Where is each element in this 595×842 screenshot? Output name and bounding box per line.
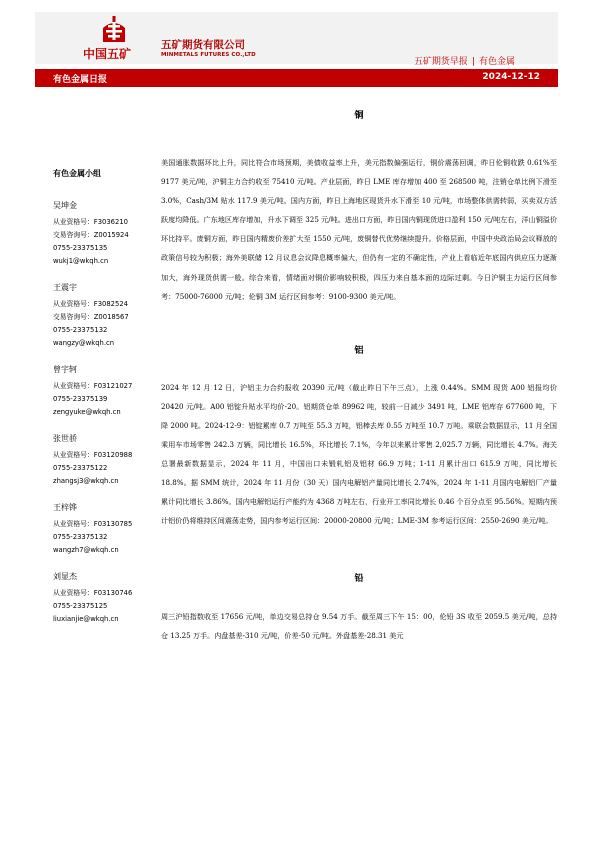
section-body-lead: 周三沪铅指数收至 17656 元/吨，单边交易总持仓 9.54 万手。截至周三下午 15：00，伦铅 3S 收至 2059.5 美元/吨，总持仓 13.25 万手。内盘基差-310 元/吨，价差-50 元/吨。外盘基差-28.31 美元 [161,611,557,640]
email-address: wangzh7@wkqh.cn [53,546,119,554]
analyst-name: 王震宇 [53,283,77,292]
company-name-en: MINMETALS FUTURES CO.,LTD [161,52,256,58]
title-bar [35,69,558,87]
analyst-card [53,282,158,350]
consulting-number: 交易咨询号：Z0018567 [53,313,129,321]
report-title: 有色金属日报 [53,75,108,85]
phone-number: 0755-23375122 [53,464,108,472]
analyst-card [53,364,158,419]
email-address: wangzy@wkqh.cn [53,339,115,347]
phone-number: 0755-23375125 [53,602,108,610]
analyst-card [53,200,158,268]
phone-number: 0755-23375135 [53,244,108,252]
qualification-number: 从业资格号：F3036210 [53,218,128,226]
qualification-number: 从业资格号：F03120988 [53,451,133,459]
section-title-lead: 铅 [354,573,364,584]
qualification-number: 从业资格号：F03121027 [53,382,133,390]
logo-text: 中国五矿 [83,47,132,61]
section-body-copper: 美国通胀数据环比上升，同比符合市场预期，美债收益率上升，美元指数偏强运行，铜价震荡回调，昨日伦铜收跌 0.61%至 9177 美元/吨，沪铜主力合约收至 75410 元/吨。产业层面，昨日 LME 库存增加 400 至 268500 吨，注销仓单比例下滑至 3.0%，Cash/3M 贴水 117.9 美元/吨。国内方面，昨日上海地区现货升水下滑至 10 元/吨，市场整体供需转弱，买卖双方活跃度均降低。广东地区库存增加，升水下调至 325 元/吨。进出口方面，昨日国内铜现货进口盈利 150 元/吨左右，洋山铜溢价环比持平。废铜方面，昨日国内精废价差扩大至 1550 元/吨，废铜替代优势继续提升。价格层面，中国中央政治局会议释放的政策信号较为积极；海外美联储 12 月议息会议降息概率偏大，但仍有一定的不确定性，产业上看临近年底国内供应压力逐渐加大，海外现货供需一般。综合来看，情绪面对铜价影响较积极，四压力来自基本面的边际过剩。今日沪铜主力运行区间参考：75000-76000 元/吨；伦铜 3M 运行区间参考：9100-9300 美元/吨。 [161,158,557,301]
page-header [35,12,558,67]
company-logo [75,12,161,68]
email-address: wukj1@wkqh.cn [53,257,109,265]
qualification-number: 从业资格号：F03130746 [53,589,133,597]
analyst-card [53,502,158,557]
email-address: liuxianjie@wkqh.cn [53,615,119,623]
analyst-name: 曾宇轲 [53,365,77,374]
analyst-name: 刘显杰 [53,572,77,581]
series-label: 五矿期货早报 [413,57,468,67]
report-series [414,54,515,67]
analyst-name: 张世骄 [53,434,77,443]
group-title: 有色金属小组 [53,169,101,178]
analyst-name: 吴坤金 [53,201,77,210]
phone-number: 0755-23375132 [53,533,108,541]
company-name: 五矿期货有限公司 [161,39,245,51]
analyst-card [53,571,158,626]
series-separator: | [471,57,475,67]
report-body [161,108,557,645]
analyst-sidebar [53,168,158,640]
section-title-copper: 铜 [354,111,364,121]
phone-number: 0755-23375139 [53,395,108,403]
analyst-name: 王梓铧 [53,503,77,512]
phone-number: 0755-23375132 [53,326,108,334]
category-label: 有色金属 [478,57,515,67]
analyst-card [53,433,158,488]
email-address: zengyuke@wkqh.cn [53,408,121,416]
consulting-number: 交易咨询号：Z0015924 [53,231,129,239]
section-title-aluminum: 铝 [354,345,364,356]
section-body-aluminum: 2024 年 12 月 12 日，沪铝主力合约报收 20390 元/吨（截止昨日下午三点），上涨 0.44%。SMM 现货 A00 铝报均价 20420 元/吨。A00 铝锭升贴水平均价-20。铝期货仓单 89962 吨，较前一日减少 3491 吨，LME 铝库存 677600 吨，下降 2000 吨。2024-12-9：铝锭累库 0.7 万吨至 55.3 万吨，铝棒去库 0.55 万吨至 10.7 万吨。乘联会数据显示，11 月全国乘用车市场零售 242.3 万辆，同比增长 16.5%，环比增长 7.1%，今年以来累计零售 2,025.7 万辆，同比增长 4.7%。海关总署最新数据显示，2024 年 11 月，中国出口未锻轧铝及铝材 66.9 万吨；1-11 月累计出口 615.9 万吨，同比增长 18.8%。据 SMM 统计，2024 年 11 月份（30 天）国内电解铝产量同比增长 2.74%，2024 年 1-11 月国内电解铝厂产量累计同比增长 3.86%。国内电解铝运行产能约为 4368 万吨左右，行业开工率同比增长 0.46 个百分点至 95.56%。短期内预计铝价仍将维持区间震荡走势，国内参考运行区间：20000-20800 元/吨；LME-3M 参考运行区间：2550-2690 美元/吨。 [161,382,557,526]
report-date: 2024-12-12 [482,72,540,82]
email-address: zhangsj3@wkqh.cn [53,477,119,485]
minmetals-logo-icon [97,16,131,42]
qualification-number: 从业资格号：F3082524 [53,300,128,308]
qualification-number: 从业资格号：F03130785 [53,520,133,528]
